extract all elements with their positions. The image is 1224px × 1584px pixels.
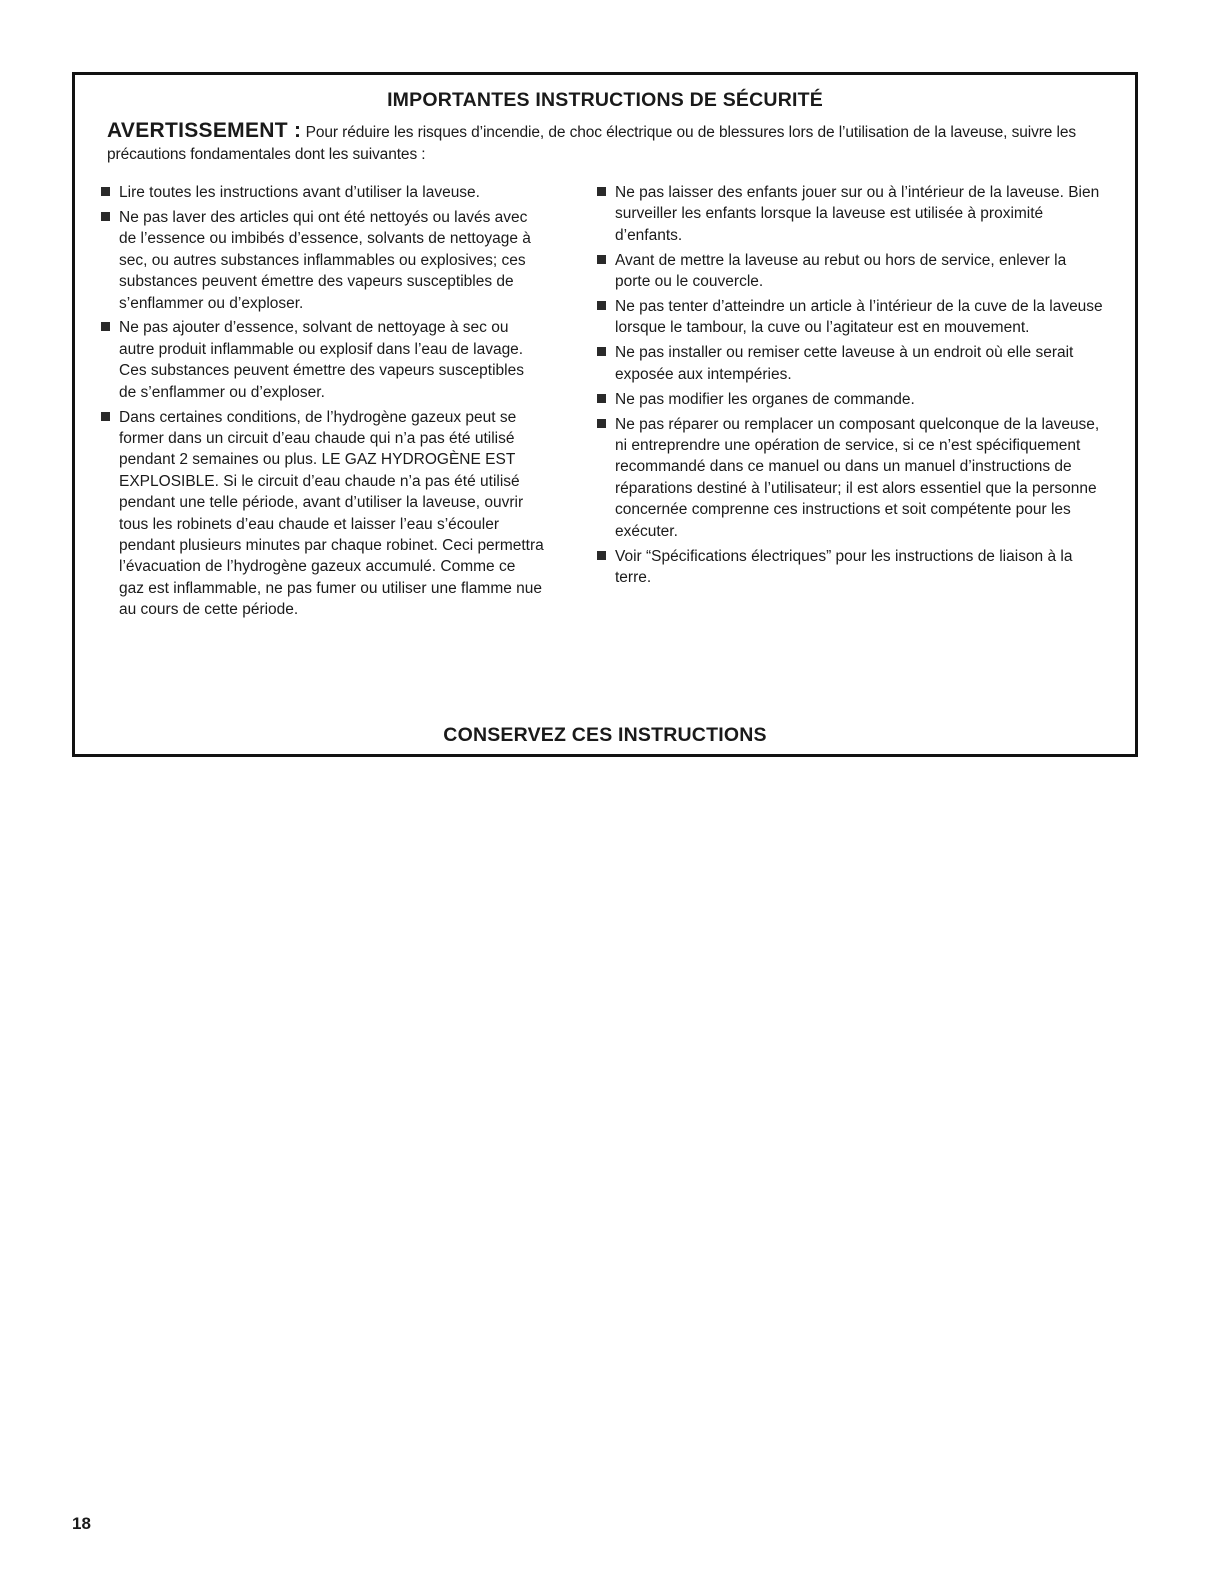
warning-paragraph bbox=[107, 120, 1095, 166]
list-item bbox=[99, 317, 544, 403]
list-item bbox=[99, 182, 544, 203]
list-item-text: Ne pas modifier les organes de commande. bbox=[615, 390, 915, 408]
list-item-text: Ne pas réparer ou remplacer un composant quelconque de la laveuse, ni entreprendre une opération de service, si ce n’est spécifiquement recommandé dans ce manuel ou dans un manuel d’instructions de réparations destiné à l’utilisateur; il est alors essentiel que la personne concernée comprenne ces instructions et soit compétente pour les exécuter. bbox=[615, 415, 1100, 540]
square-bullet-icon bbox=[597, 419, 606, 428]
warning-label: AVERTISSEMENT : bbox=[107, 119, 302, 142]
square-bullet-icon bbox=[597, 347, 606, 356]
list-item-text: Avant de mettre la laveuse au rebut ou hors de service, enlever la porte ou le couvercle. bbox=[615, 251, 1067, 291]
list-item bbox=[595, 296, 1105, 339]
list-item-text: Ne pas tenter d’atteindre un article à l’intérieur de la cuve de la laveuse lorsque le tambour, la cuve ou l’agitateur est en mouvement. bbox=[615, 298, 1103, 337]
list-item-text: Voir “Spécifications électriques” pour les instructions de liaison à la terre. bbox=[615, 547, 1073, 586]
right-instruction-list bbox=[595, 182, 1105, 592]
list-item bbox=[99, 407, 544, 621]
list-item bbox=[595, 250, 1105, 293]
square-bullet-icon bbox=[101, 412, 110, 421]
square-bullet-icon bbox=[597, 394, 606, 403]
list-item-text: Ne pas laisser des enfants jouer sur ou à l’intérieur de la laveuse. Bien surveiller les enfants lorsque la laveuse est utilisée à proximité d’enfants. bbox=[615, 184, 1100, 244]
safety-title: IMPORTANTES INSTRUCTIONS DE SÉCURITÉ bbox=[387, 89, 823, 111]
list-item bbox=[595, 414, 1105, 542]
safety-instructions-box bbox=[72, 72, 1138, 757]
list-item-text: Dans certaines conditions, de l’hydrogène gazeux peut se former dans un circuit d’eau chaude qui n’a pas été utilisé pendant 2 semaines ou plus. LE GAZ HYDROGÈNE EST EXPLOSIBLE. Si le circuit d’eau chaude n’a pas été utilisé pendant une telle période, avant d’utiliser la laveuse, ouvrir tous les robinets d’eau chaude et laisser l’eau s’écouler pendant plusieurs minutes par chaque robinet. Ceci permettra l’évacuation de l’hydrogène gazeux accumulé. Comme ce gaz est inflammable, ne pas fumer ou utiliser une flamme nue au cours de cette période. bbox=[119, 408, 544, 619]
save-instructions-heading: CONSERVEZ CES INSTRUCTIONS bbox=[443, 724, 767, 746]
list-item bbox=[595, 342, 1105, 385]
square-bullet-icon bbox=[597, 255, 606, 264]
square-bullet-icon bbox=[597, 551, 606, 560]
list-item bbox=[595, 389, 1105, 410]
list-item bbox=[99, 207, 544, 314]
list-item-text: Ne pas installer ou remiser cette laveuse à un endroit où elle serait exposée aux intempéries. bbox=[615, 344, 1074, 383]
warning-text: Pour réduire les risques d’incendie, de choc électrique ou de blessures lors de l’utilisation de la laveuse, suivre les précautions fondamentales dont les suivantes : bbox=[107, 124, 1077, 163]
page-number: 18 bbox=[72, 1514, 91, 1533]
square-bullet-icon bbox=[101, 187, 110, 196]
square-bullet-icon bbox=[597, 301, 606, 310]
list-item-text: Lire toutes les instructions avant d’utiliser la laveuse. bbox=[119, 184, 480, 201]
left-instruction-list bbox=[99, 182, 544, 624]
square-bullet-icon bbox=[101, 212, 110, 221]
square-bullet-icon bbox=[101, 322, 110, 331]
list-item bbox=[595, 546, 1105, 589]
list-item-text: Ne pas ajouter d’essence, solvant de nettoyage à sec ou autre produit inflammable ou explosif dans l’eau de lavage. Ces substances peuvent émettre des vapeurs susceptibles de s’enflammer ou d’exploser. bbox=[119, 319, 524, 401]
list-item-text: Ne pas laver des articles qui ont été nettoyés ou lavés avec de l’essence ou imbibés d’essence, solvants de nettoyage à sec, ou autres substances inflammables ou explosives; ces substances peuvent émettre des vapeurs susceptibles de s’enflammer ou d’exploser. bbox=[119, 208, 531, 312]
list-item bbox=[595, 182, 1105, 246]
square-bullet-icon bbox=[597, 187, 606, 196]
